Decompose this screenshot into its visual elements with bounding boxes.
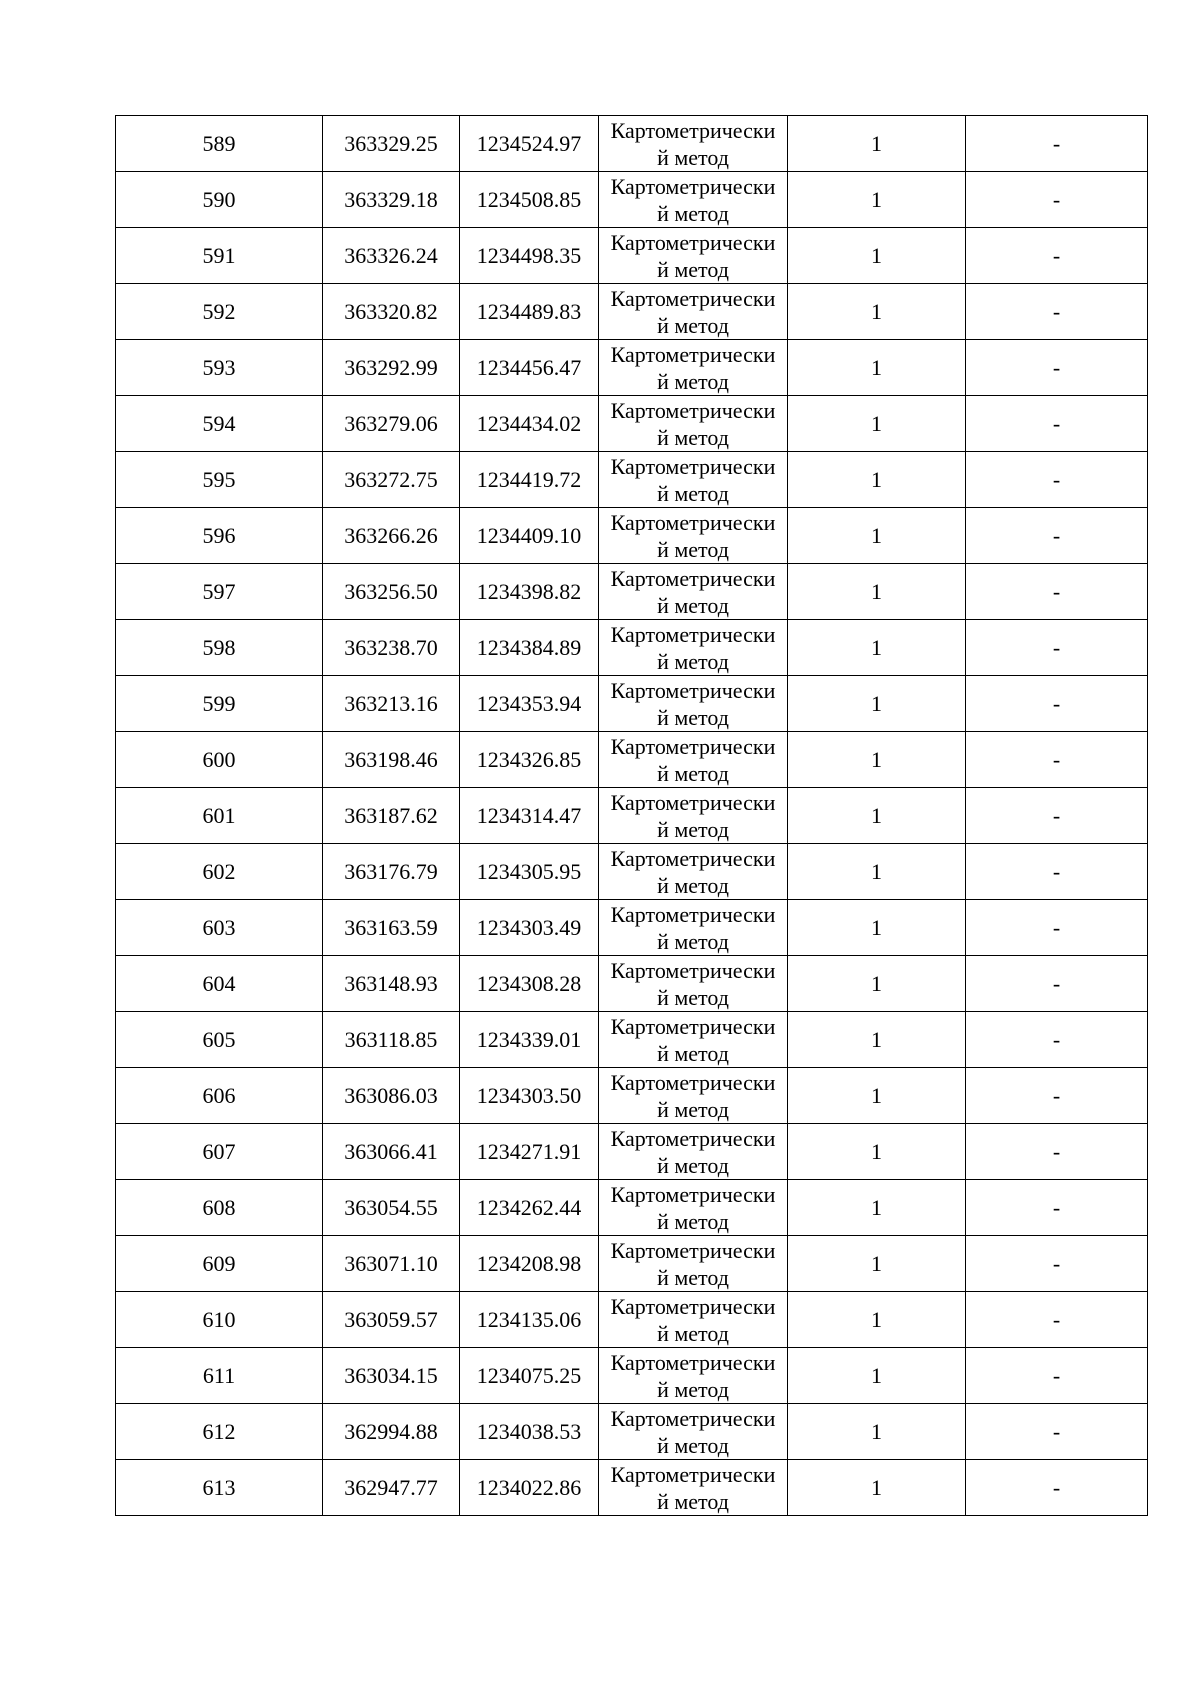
method-cell [599, 1460, 788, 1516]
accuracy-cell: 1 [788, 396, 966, 452]
point-number-cell: 602 [116, 844, 323, 900]
method-text: Картометрически й метод [610, 1237, 776, 1290]
y-coordinate-cell: 1234524.97 [460, 116, 599, 172]
method-text: Картометрически й метод [610, 901, 776, 954]
method-text: Картометрически й метод [610, 677, 776, 730]
method-cell [599, 172, 788, 228]
method-cell [599, 452, 788, 508]
method-cell [599, 1180, 788, 1236]
point-number-cell: 603 [116, 900, 323, 956]
method-text: Картометрически й метод [610, 789, 776, 842]
y-coordinate-cell: 1234384.89 [460, 620, 599, 676]
table-row [116, 1404, 1148, 1460]
method-cell [599, 228, 788, 284]
note-cell: - [966, 284, 1148, 340]
x-coordinate-cell: 363238.70 [323, 620, 460, 676]
method-text: Картометрически й метод [610, 565, 776, 618]
accuracy-cell: 1 [788, 1068, 966, 1124]
method-cell [599, 844, 788, 900]
note-cell: - [966, 116, 1148, 172]
table-row [116, 116, 1148, 172]
x-coordinate-cell: 363320.82 [323, 284, 460, 340]
x-coordinate-cell: 363329.18 [323, 172, 460, 228]
y-coordinate-cell: 1234498.35 [460, 228, 599, 284]
accuracy-cell: 1 [788, 956, 966, 1012]
note-cell: - [966, 340, 1148, 396]
method-cell [599, 620, 788, 676]
method-text: Картометрически й метод [610, 957, 776, 1010]
table-row [116, 732, 1148, 788]
y-coordinate-cell: 1234271.91 [460, 1124, 599, 1180]
note-cell: - [966, 732, 1148, 788]
accuracy-cell: 1 [788, 844, 966, 900]
point-number-cell: 606 [116, 1068, 323, 1124]
x-coordinate-cell: 363326.24 [323, 228, 460, 284]
table-row [116, 676, 1148, 732]
method-cell [599, 1068, 788, 1124]
method-cell [599, 900, 788, 956]
table-row [116, 1460, 1148, 1516]
accuracy-cell: 1 [788, 788, 966, 844]
table-row [116, 1124, 1148, 1180]
table-row [116, 900, 1148, 956]
table-row [116, 1012, 1148, 1068]
accuracy-cell: 1 [788, 1292, 966, 1348]
y-coordinate-cell: 1234208.98 [460, 1236, 599, 1292]
note-cell: - [966, 1124, 1148, 1180]
note-cell: - [966, 172, 1148, 228]
accuracy-cell: 1 [788, 1348, 966, 1404]
table-row [116, 508, 1148, 564]
y-coordinate-cell: 1234419.72 [460, 452, 599, 508]
note-cell: - [966, 564, 1148, 620]
method-cell [599, 676, 788, 732]
accuracy-cell: 1 [788, 732, 966, 788]
point-number-cell: 591 [116, 228, 323, 284]
x-coordinate-cell: 363279.06 [323, 396, 460, 452]
y-coordinate-cell: 1234075.25 [460, 1348, 599, 1404]
accuracy-cell: 1 [788, 284, 966, 340]
note-cell: - [966, 844, 1148, 900]
note-cell: - [966, 1404, 1148, 1460]
table-row [116, 1236, 1148, 1292]
note-cell: - [966, 1012, 1148, 1068]
x-coordinate-cell: 363256.50 [323, 564, 460, 620]
method-text: Картометрически й метод [610, 173, 776, 226]
method-cell [599, 956, 788, 1012]
method-cell [599, 1292, 788, 1348]
method-text: Картометрически й метод [610, 285, 776, 338]
table-row [116, 452, 1148, 508]
x-coordinate-cell: 363059.57 [323, 1292, 460, 1348]
method-cell [599, 396, 788, 452]
x-coordinate-cell: 363066.41 [323, 1124, 460, 1180]
table-row [116, 956, 1148, 1012]
y-coordinate-cell: 1234303.50 [460, 1068, 599, 1124]
note-cell: - [966, 1180, 1148, 1236]
point-number-cell: 611 [116, 1348, 323, 1404]
table-row [116, 1348, 1148, 1404]
y-coordinate-cell: 1234326.85 [460, 732, 599, 788]
method-cell [599, 1124, 788, 1180]
point-number-cell: 608 [116, 1180, 323, 1236]
note-cell: - [966, 620, 1148, 676]
x-coordinate-cell: 363266.26 [323, 508, 460, 564]
y-coordinate-cell: 1234489.83 [460, 284, 599, 340]
accuracy-cell: 1 [788, 1180, 966, 1236]
y-coordinate-cell: 1234038.53 [460, 1404, 599, 1460]
x-coordinate-cell: 363329.25 [323, 116, 460, 172]
point-number-cell: 596 [116, 508, 323, 564]
table-row [116, 1180, 1148, 1236]
accuracy-cell: 1 [788, 676, 966, 732]
method-cell [599, 116, 788, 172]
y-coordinate-cell: 1234262.44 [460, 1180, 599, 1236]
method-text: Картометрически й метод [610, 733, 776, 786]
x-coordinate-cell: 363054.55 [323, 1180, 460, 1236]
y-coordinate-cell: 1234398.82 [460, 564, 599, 620]
point-number-cell: 605 [116, 1012, 323, 1068]
point-number-cell: 598 [116, 620, 323, 676]
method-cell [599, 340, 788, 396]
point-number-cell: 594 [116, 396, 323, 452]
method-text: Картометрически й метод [610, 117, 776, 170]
x-coordinate-cell: 363148.93 [323, 956, 460, 1012]
note-cell: - [966, 1068, 1148, 1124]
accuracy-cell: 1 [788, 452, 966, 508]
method-text: Картометрически й метод [610, 341, 776, 394]
point-number-cell: 589 [116, 116, 323, 172]
point-number-cell: 601 [116, 788, 323, 844]
method-cell [599, 732, 788, 788]
y-coordinate-cell: 1234022.86 [460, 1460, 599, 1516]
x-coordinate-cell: 363118.85 [323, 1012, 460, 1068]
table-row [116, 844, 1148, 900]
x-coordinate-cell: 363292.99 [323, 340, 460, 396]
table-row [116, 564, 1148, 620]
note-cell: - [966, 788, 1148, 844]
point-number-cell: 600 [116, 732, 323, 788]
point-number-cell: 604 [116, 956, 323, 1012]
table-row [116, 284, 1148, 340]
accuracy-cell: 1 [788, 1460, 966, 1516]
accuracy-cell: 1 [788, 900, 966, 956]
x-coordinate-cell: 363034.15 [323, 1348, 460, 1404]
table-row [116, 172, 1148, 228]
accuracy-cell: 1 [788, 228, 966, 284]
point-number-cell: 593 [116, 340, 323, 396]
point-number-cell: 597 [116, 564, 323, 620]
note-cell: - [966, 452, 1148, 508]
coordinates-table [115, 115, 1148, 1516]
x-coordinate-cell: 362994.88 [323, 1404, 460, 1460]
note-cell: - [966, 508, 1148, 564]
y-coordinate-cell: 1234456.47 [460, 340, 599, 396]
method-text: Картометрически й метод [610, 397, 776, 450]
coordinates-table-body [116, 116, 1148, 1516]
table-row [116, 788, 1148, 844]
table-row [116, 1068, 1148, 1124]
accuracy-cell: 1 [788, 1012, 966, 1068]
accuracy-cell: 1 [788, 1124, 966, 1180]
accuracy-cell: 1 [788, 508, 966, 564]
table-row [116, 396, 1148, 452]
method-cell [599, 1404, 788, 1460]
method-text: Картометрически й метод [610, 1181, 776, 1234]
y-coordinate-cell: 1234339.01 [460, 1012, 599, 1068]
accuracy-cell: 1 [788, 116, 966, 172]
table-row [116, 620, 1148, 676]
x-coordinate-cell: 363272.75 [323, 452, 460, 508]
x-coordinate-cell: 363187.62 [323, 788, 460, 844]
method-cell [599, 1012, 788, 1068]
method-cell [599, 564, 788, 620]
note-cell: - [966, 1292, 1148, 1348]
method-cell [599, 508, 788, 564]
point-number-cell: 610 [116, 1292, 323, 1348]
method-text: Картометрически й метод [610, 1349, 776, 1402]
point-number-cell: 599 [116, 676, 323, 732]
note-cell: - [966, 1348, 1148, 1404]
method-cell [599, 284, 788, 340]
x-coordinate-cell: 363176.79 [323, 844, 460, 900]
method-text: Картометрически й метод [610, 453, 776, 506]
point-number-cell: 607 [116, 1124, 323, 1180]
table-row [116, 340, 1148, 396]
y-coordinate-cell: 1234434.02 [460, 396, 599, 452]
y-coordinate-cell: 1234303.49 [460, 900, 599, 956]
y-coordinate-cell: 1234135.06 [460, 1292, 599, 1348]
point-number-cell: 613 [116, 1460, 323, 1516]
method-text: Картометрически й метод [610, 1125, 776, 1178]
accuracy-cell: 1 [788, 620, 966, 676]
point-number-cell: 595 [116, 452, 323, 508]
note-cell: - [966, 228, 1148, 284]
point-number-cell: 609 [116, 1236, 323, 1292]
x-coordinate-cell: 363071.10 [323, 1236, 460, 1292]
method-text: Картометрически й метод [610, 1069, 776, 1122]
x-coordinate-cell: 363163.59 [323, 900, 460, 956]
note-cell: - [966, 956, 1148, 1012]
x-coordinate-cell: 363086.03 [323, 1068, 460, 1124]
accuracy-cell: 1 [788, 172, 966, 228]
method-text: Картометрически й метод [610, 1013, 776, 1066]
method-text: Картометрически й метод [610, 1293, 776, 1346]
point-number-cell: 592 [116, 284, 323, 340]
note-cell: - [966, 396, 1148, 452]
note-cell: - [966, 1460, 1148, 1516]
method-text: Картометрически й метод [610, 845, 776, 898]
y-coordinate-cell: 1234305.95 [460, 844, 599, 900]
method-text: Картометрически й метод [610, 621, 776, 674]
y-coordinate-cell: 1234508.85 [460, 172, 599, 228]
note-cell: - [966, 1236, 1148, 1292]
table-row [116, 228, 1148, 284]
method-cell [599, 1348, 788, 1404]
method-cell [599, 1236, 788, 1292]
accuracy-cell: 1 [788, 340, 966, 396]
accuracy-cell: 1 [788, 1236, 966, 1292]
y-coordinate-cell: 1234314.47 [460, 788, 599, 844]
x-coordinate-cell: 362947.77 [323, 1460, 460, 1516]
accuracy-cell: 1 [788, 1404, 966, 1460]
y-coordinate-cell: 1234409.10 [460, 508, 599, 564]
table-row [116, 1292, 1148, 1348]
point-number-cell: 612 [116, 1404, 323, 1460]
accuracy-cell: 1 [788, 564, 966, 620]
method-cell [599, 788, 788, 844]
point-number-cell: 590 [116, 172, 323, 228]
method-text: Картометрически й метод [610, 509, 776, 562]
x-coordinate-cell: 363213.16 [323, 676, 460, 732]
note-cell: - [966, 900, 1148, 956]
y-coordinate-cell: 1234308.28 [460, 956, 599, 1012]
x-coordinate-cell: 363198.46 [323, 732, 460, 788]
method-text: Картометрически й метод [610, 229, 776, 282]
method-text: Картометрически й метод [610, 1405, 776, 1458]
method-text: Картометрически й метод [610, 1461, 776, 1514]
y-coordinate-cell: 1234353.94 [460, 676, 599, 732]
note-cell: - [966, 676, 1148, 732]
